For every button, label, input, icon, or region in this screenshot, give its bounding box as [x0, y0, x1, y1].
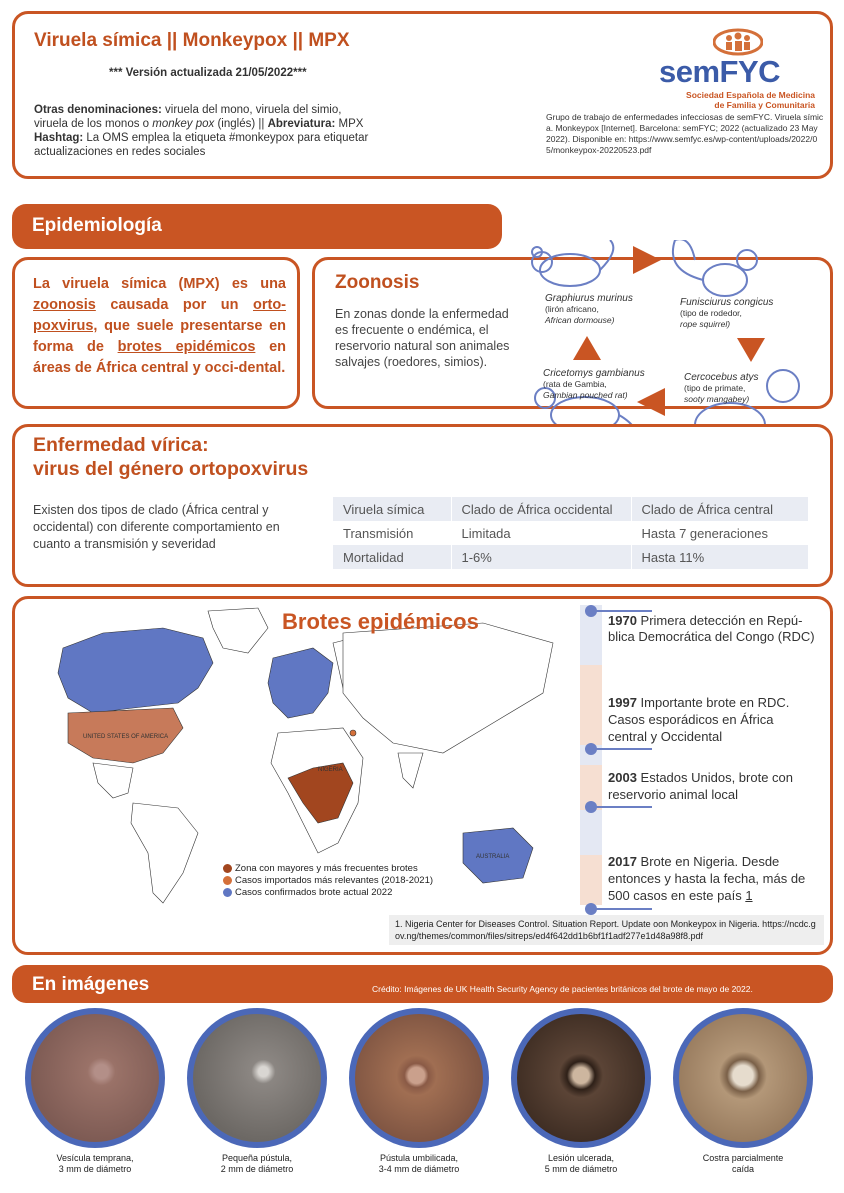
animal-desc-2: Gambian pouched rat): [543, 390, 628, 400]
animal-desc-2: sooty mangabey): [684, 394, 750, 404]
table-cell: Clado de África occidental: [451, 497, 631, 521]
logo-subtitle-2: de Familia y Comunitaria: [714, 100, 815, 110]
legend-label: Zona con mayores y más frecuentes brotes: [235, 863, 418, 874]
table-cell: Hasta 7 generaciones: [631, 521, 809, 545]
timeline-connector: [592, 806, 652, 808]
animal-desc-2: African dormouse): [545, 315, 615, 325]
photo-caption-5: [673, 1153, 813, 1175]
timeline-entry: [608, 769, 830, 803]
zoonosis-title: Zoonosis: [335, 272, 420, 293]
page-title: Viruela símica || Monkeypox || MPX: [34, 30, 350, 51]
hashtag-text: La OMS emplea la etiqueta #monkeypox para etiquetar: [83, 132, 369, 144]
photo-caption-4: [511, 1153, 651, 1175]
legend-item: [223, 887, 433, 899]
timeline-year: 2003: [608, 770, 637, 785]
timeline-connector: [592, 748, 652, 750]
enfermedad-title-2: virus del género ortopoxvirus: [33, 458, 309, 480]
photo-caption-3: [349, 1153, 489, 1175]
enfermedad-text: Existen dos tipos de clado (África central y occidental) con diferente comportamiento en cuanto a transmisión y severidad: [33, 503, 280, 551]
other-names-line2c: (inglés) ||: [214, 118, 268, 130]
map-label-australia: AUSTRALIA: [476, 854, 510, 860]
caption-line-2: caída: [731, 1164, 755, 1174]
photo-caption-1: [25, 1153, 165, 1175]
map-label-nigeria: NIGERIA: [318, 767, 343, 773]
animal-desc-1: (lirón africano,: [545, 304, 599, 314]
timeline-text-2: Casos esporádicos en África: [608, 712, 774, 727]
timeline-entry: [608, 613, 830, 645]
intro-part-2: causada por un: [95, 297, 253, 313]
animal-name: Cercocebus atys: [684, 372, 759, 383]
timeline-ref[interactable]: 1: [745, 888, 753, 903]
other-names-line2b: monkey pox: [152, 118, 215, 130]
table-cell: Viruela símica: [333, 497, 451, 521]
arrow-up-icon: [573, 336, 601, 360]
legend-label: Casos importados más relevantes (2018-2021): [235, 875, 434, 886]
animal-name: Graphiurus murinus: [545, 293, 633, 304]
table-row: [333, 497, 809, 521]
arrow-right-icon: [633, 246, 661, 274]
intro-part-4: en áreas de África central y occi-dental.: [33, 339, 287, 376]
arrow-down-icon: [737, 338, 765, 362]
squirrel-icon: [673, 240, 757, 296]
imagenes-credit: Crédito: Imágenes de UK Health Security Agency de pacientes británicos del brote de mayo de 2022.: [372, 984, 753, 994]
other-names-line1: viruela del mono, viruela del simio,: [161, 104, 342, 116]
map-legend: [223, 863, 433, 899]
dormouse-icon: [532, 240, 613, 286]
people-logo-icon: [713, 28, 763, 56]
timeline-year: 1997: [608, 695, 637, 710]
abbrev-value: MPX: [335, 118, 364, 130]
header-panel: [12, 11, 833, 179]
photo-lesion-5: [673, 1008, 813, 1148]
brotes-panel: [12, 596, 833, 955]
legend-dot-icon: [223, 888, 232, 897]
photo-lesion-1: [25, 1008, 165, 1148]
timeline-year: 1970: [608, 613, 637, 628]
logo-subtitle-1: Sociedad Española de Medicina: [686, 90, 815, 100]
timeline-text-3: 500 casos en este país: [608, 888, 746, 903]
timeline-text-1: Brote en Nigeria. Desde: [636, 854, 780, 869]
table-row: [333, 521, 809, 545]
timeline-year: 2017: [608, 854, 637, 869]
intro-part-1: La viruela símica (MPX) es una: [33, 276, 286, 292]
zoonosis-text: En zonas donde la enfermedad es frecuente o endémica, el reservorio natural son animales salvajes (roedores, simios).: [335, 307, 510, 369]
animal-desc-2: rope squirrel): [680, 319, 731, 329]
animal-label-monkey: [684, 372, 758, 405]
clade-table: [333, 497, 809, 569]
other-names: [34, 103, 414, 159]
timeline-connector: [592, 908, 652, 910]
animal-label-squirrel: [680, 297, 773, 330]
timeline: [580, 605, 830, 905]
caption-line-1: Pústula umbilicada,: [379, 1153, 459, 1163]
legend-label: Casos confirmados brote actual 2022: [235, 887, 393, 898]
section-title-epidemiologia: Epidemiología: [32, 215, 162, 236]
hashtag-label: Hashtag:: [34, 132, 84, 144]
timeline-text-2: blica Democrática del Congo (RDC): [608, 629, 815, 644]
abbrev-label: Abreviatura:: [267, 118, 336, 130]
photo-lesion-2: [187, 1008, 327, 1148]
imagenes-bar: [12, 965, 833, 1003]
map-label-us: UNITED STATES OF AMERICA: [83, 734, 169, 740]
animal-name: Cricetomys gambianus: [543, 368, 645, 379]
timeline-text-2: entonces y hasta la fecha, más de: [608, 871, 806, 886]
timeline-connector: [592, 610, 652, 612]
table-row: [333, 545, 809, 569]
version-note: *** Versión actualizada 21/05/2022***: [109, 67, 307, 79]
legend-item: [223, 863, 433, 875]
timeline-text-1: Estados Unidos, brote con: [636, 770, 794, 785]
caption-line-2: 2 mm de diámetro: [220, 1164, 294, 1174]
section-title-imagenes: En imágenes: [32, 974, 150, 995]
animal-desc-1: (tipo de rodedor,: [680, 308, 742, 318]
legend-dot-icon: [223, 876, 232, 885]
map-south-america: [131, 803, 198, 903]
caption-line-1: Costra parcialmente: [702, 1153, 784, 1163]
timeline-entry: [608, 694, 830, 745]
reference-note: 1. Nigeria Center for Diseases Control. Situation Report. Update oon Monkeypox in Nigeria. https://ncdc.gov.ng/themes/common/files/sitreps/ed4f642dd1b6bf1f1adf277e1d48a98f8.pdf: [389, 915, 824, 945]
brotes-title: Brotes epidémicos: [282, 609, 479, 634]
timeline-entry: [608, 853, 830, 904]
timeline-text-3: central y Occidental: [608, 729, 723, 744]
logo-text: semFYC: [659, 54, 781, 89]
other-names-label: Otras denominaciones:: [34, 104, 162, 116]
intro-part-3: que suele presentarse en forma de: [33, 318, 286, 355]
table-cell: Clado de África central: [631, 497, 809, 521]
map-asia: [343, 623, 553, 753]
animal-label-dormouse: [545, 293, 633, 326]
timeline-band: [580, 855, 602, 905]
animal-desc-1: (rata de Gambia,: [543, 379, 607, 389]
photo-lesion-3: [349, 1008, 489, 1148]
map-canada: [58, 628, 213, 713]
map-greenland: [208, 608, 268, 653]
timeline-text-1: Importante brote en RDC.: [636, 695, 790, 710]
legend-dot-icon: [223, 864, 232, 873]
intro-link-zoonosis: zoonosis: [33, 297, 96, 313]
other-names-line2a: viruela de los monos o: [34, 118, 153, 130]
caption-line-2: 3-4 mm de diámetro: [378, 1164, 460, 1174]
semfyc-logo: [655, 26, 815, 116]
timeline-text-2: reservorio animal local: [608, 787, 739, 802]
epidemiologia-bar: [12, 204, 502, 249]
caption-line-2: 5 mm de diámetro: [544, 1164, 618, 1174]
hashtag-text-2: actualizaciones en redes sociales: [34, 146, 206, 158]
legend-item: [223, 875, 433, 887]
animal-desc-1: (tipo de primate,: [684, 383, 746, 393]
table-cell: Mortalidad: [333, 545, 451, 569]
table-cell: Transmisión: [333, 521, 451, 545]
photo-lesion-4: [511, 1008, 651, 1148]
map-europe: [268, 648, 333, 718]
enfermedad-title: [33, 433, 308, 481]
timeline-band: [580, 810, 602, 855]
timeline-band: [580, 665, 602, 745]
photo-caption-2: [187, 1153, 327, 1175]
citation: Grupo de trabajo de enfermedades infecciosas de semFYC. Viruela símica. Monkeypox [Internet]. Barcelona: semFYC; 2022 (actualizado 23 May 2022). Disponible en: https://www.semfyc.es/wp-content/uploads/2022/05/monkeypox-20220523.pdf: [546, 112, 824, 155]
table-cell: Hasta 11%: [631, 545, 809, 569]
caption-line-1: Pequeña pústula,: [221, 1153, 293, 1163]
intro-link-ortopoxvirus: orto-poxvirus,: [33, 297, 286, 334]
enfermedad-panel: [12, 424, 833, 587]
intro-panel: [12, 257, 300, 409]
caption-line-1: Vesícula temprana,: [56, 1153, 134, 1163]
caption-line-1: Lesión ulcerada,: [547, 1153, 615, 1163]
table-cell: 1-6%: [451, 545, 631, 569]
enfermedad-title-1: Enfermedad vírica:: [33, 434, 209, 456]
intro-link-brotes: brotes epidémicos: [117, 339, 256, 355]
caption-line-2: 3 mm de diámetro: [58, 1164, 132, 1174]
animal-name: Funisciurus congicus: [680, 297, 774, 308]
intro-text: [33, 274, 286, 379]
animal-label-rat: [543, 368, 645, 401]
table-cell: Limitada: [451, 521, 631, 545]
timeline-text-1: Primera detección en Repú-: [636, 613, 803, 628]
